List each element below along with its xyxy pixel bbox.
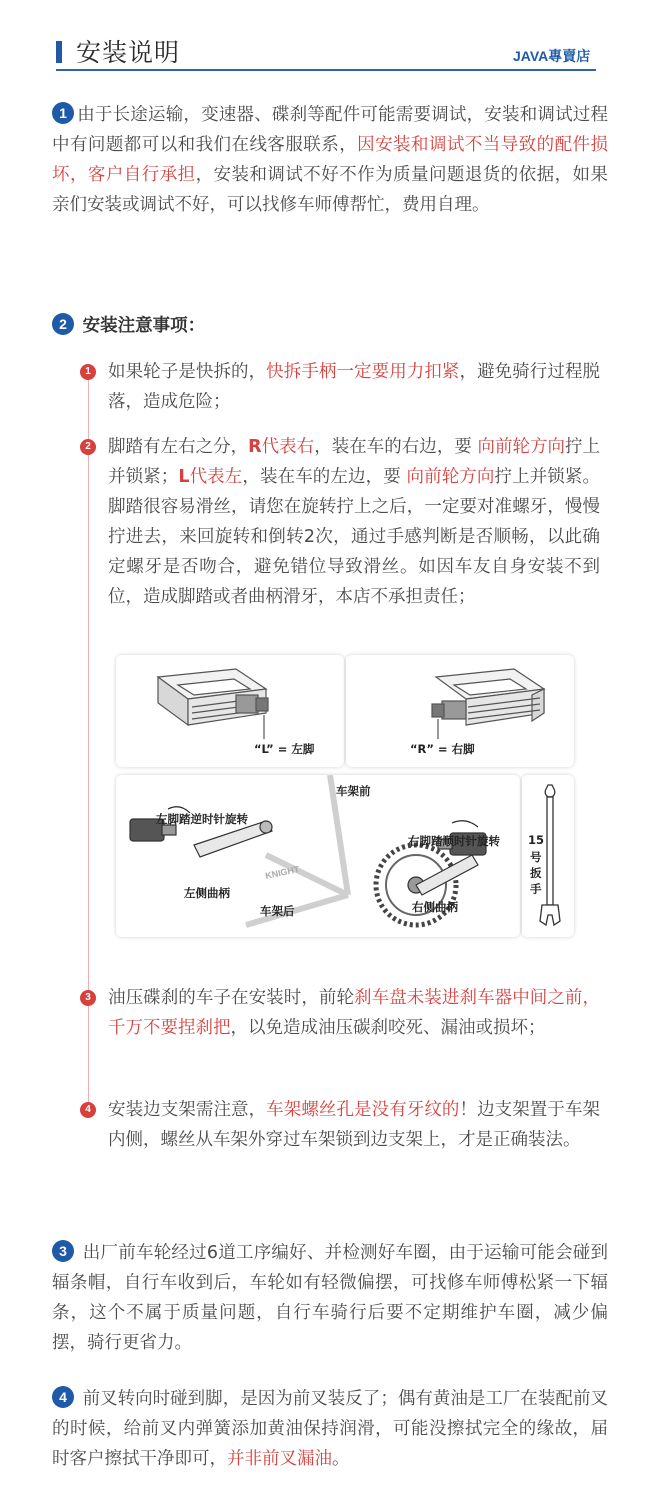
item-1-warning: 快拆手柄一定要用力扣紧 <box>266 362 460 382</box>
right-pedal-panel <box>346 655 574 767</box>
right-rotate-label: 右脚踏顺时针旋转 <box>408 834 500 848</box>
item-1-text-b: ，避免骑行过程脱落，造成危险； <box>108 362 601 412</box>
item-2-text-e: 拧上并锁紧。脚踏很容易滑丝，请您在旋转拧上之后，一定要对准螺牙，慢慢拧进去，来回旋转和倒转2次，通过手感判断是否顺畅，以此确定螺牙是否吻合，避免错位导致滑丝。如因车友自身安装不到位，造成脚踏或者曲柄滑牙，本店不承担责任； <box>108 467 601 607</box>
section-1-text-a: 由于长途运输，变速器、碟刹等配件可能需要调试，安装和调试过程中有问题都可以和我们在线客服联系， <box>52 105 608 155</box>
item-3-number: 3 <box>80 990 96 1006</box>
pedal-install-figure <box>116 655 574 939</box>
section-4-number: 4 <box>52 1386 74 1408</box>
item-2-text-d: ，装在车的左边，要 <box>242 467 407 487</box>
wrench-label-4: 手 <box>530 882 542 896</box>
section-1-number: 1 <box>52 102 74 124</box>
item-2-number: 2 <box>80 439 96 455</box>
item-2-left-def <box>178 467 242 487</box>
left-rotate-label: 左脚踏逆时针旋转 <box>156 812 248 826</box>
section-3-number: 3 <box>52 1240 74 1262</box>
frame-brand-text: KNIGHT <box>264 864 301 881</box>
section-4-text-b: 。 <box>332 1449 350 1469</box>
section-1 <box>52 100 608 220</box>
item-4-text-a: 安装边支架需注意， <box>108 1100 267 1120</box>
section-1-text-b: ，安装和调试不好不作为质量问题退货的依据，如果亲们安装或调试不好，可以找修车师傅帮忙，费用自理。 <box>52 165 609 215</box>
title-accent-bar <box>56 41 62 63</box>
item-2-text-b: ，装在车的右边，要 <box>314 437 478 457</box>
section-3 <box>52 1238 608 1358</box>
item-2-l-letter: L <box>178 467 190 487</box>
crank-diagram-panel <box>116 775 520 937</box>
wrench-label-1: 15 <box>528 833 545 847</box>
section-2-heading-text: 安装注意事项： <box>82 316 206 336</box>
item-timeline <box>88 378 89 1118</box>
item-2-direction-2: 向前轮方向 <box>406 467 495 487</box>
wrench-label-2: 号 <box>530 850 542 864</box>
left-pedal-panel <box>116 655 344 767</box>
item-1-number: 1 <box>80 364 96 380</box>
brand-logo-text: JAVA專賣店 <box>513 48 591 64</box>
item-2-r-text: 代表右 <box>261 437 315 457</box>
page-title: 安装说明 <box>76 38 181 67</box>
item-3-text-a: 油压碟刹的车子在安装时，前轮 <box>108 988 355 1008</box>
right-pedal-label: “R” = 右脚 <box>410 742 475 756</box>
bike-frame-icon <box>116 775 520 937</box>
section-3-text: 出厂前车轮经过6道工序编好、并检测好车圈，由于运输可能会碰到辐条帽，自行车收到后，车轮如有轻微偏摆，可找修车师傅松紧一下辐条，这个不属于质量问题，自行车骑行后要不定期维护车圈，减少偏摆，骑行更省力。 <box>52 1243 608 1353</box>
section-1-warning: 因安装和调试不当导致的配件损坏，客户自行承担 <box>52 135 609 185</box>
item-1-text-a: 如果轮子是快拆的， <box>108 362 267 382</box>
frame-rear-label: 车架后 <box>260 904 295 918</box>
item-4-text-b: ！边支架置于车架内侧，螺丝从车架外穿过车架锁到边支架上，才是正确装法。 <box>108 1100 601 1150</box>
section-4-warning: 并非前叉漏油 <box>227 1449 332 1469</box>
item-3-text-b: ，以免造成油压碳刹咬死、漏油或损坏； <box>230 1018 546 1038</box>
wrench-label-3: 扳 <box>530 866 542 880</box>
item-4-number: 4 <box>80 1102 96 1118</box>
item-2-r-letter: R <box>248 437 262 457</box>
left-crank-label: 左侧曲柄 <box>184 886 230 900</box>
item-3 <box>108 983 600 1043</box>
item-4 <box>108 1095 600 1155</box>
item-2-text-c: 拧上并锁紧； <box>108 437 601 487</box>
right-crank-label: 右侧曲柄 <box>412 900 458 914</box>
item-1 <box>108 357 600 417</box>
item-2-right-def <box>248 437 314 457</box>
wrench-panel <box>522 775 574 937</box>
item-3-warning: 刹车盘未装进刹车器中间之前，千万不要捏刹把 <box>108 988 601 1038</box>
frame-front-label: 车架前 <box>336 784 371 798</box>
section-2-number: 2 <box>52 313 74 335</box>
item-2-direction-1: 向前轮方向 <box>477 437 566 457</box>
header-divider <box>56 69 596 71</box>
item-4-warning: 车架螺丝孔是没有牙纹的 <box>266 1100 460 1120</box>
page-header <box>0 0 663 78</box>
item-2 <box>108 432 600 612</box>
section-2-heading <box>52 311 452 341</box>
section-4-text-a: 前叉转向时碰到脚，是因为前叉装反了；偶有黄油是工厂在装配前叉的时候，给前叉内弹簧添加黄油保持润滑，可能没擦拭完全的缘故，届时客户擦拭干净即可， <box>52 1389 608 1469</box>
item-2-text-a: 脚踏有左右之分， <box>108 437 249 457</box>
section-4 <box>52 1384 608 1474</box>
left-pedal-label: “L” = 左脚 <box>254 742 315 756</box>
item-2-l-text: 代表左 <box>189 467 243 487</box>
